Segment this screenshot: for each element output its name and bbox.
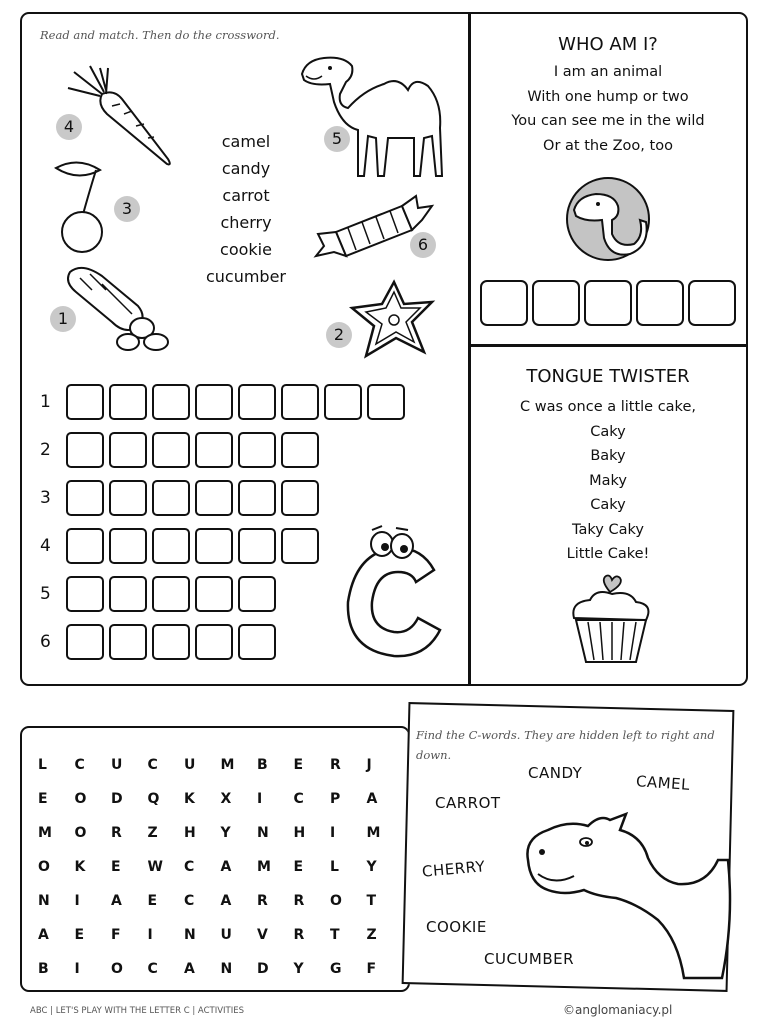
word-search-letter[interactable]: R xyxy=(257,893,268,909)
word-search-letter[interactable]: M xyxy=(38,825,52,841)
camel-circle-picture xyxy=(560,176,656,262)
camel-picture xyxy=(292,46,458,186)
word-cherry: cherry xyxy=(220,213,272,232)
crossword-cell[interactable] xyxy=(195,432,233,468)
crossword-cell[interactable] xyxy=(238,384,276,420)
crossword-cell[interactable] xyxy=(195,384,233,420)
who-am-i-verse xyxy=(476,60,740,158)
word-camel: camel xyxy=(221,132,271,151)
crossword-cell[interactable] xyxy=(109,528,147,564)
twister-line: Caky xyxy=(590,497,626,513)
word-search-letter[interactable]: A xyxy=(220,859,232,875)
crossword-cell[interactable] xyxy=(66,624,104,660)
hidden-word-carrot: CARROT xyxy=(435,794,501,812)
hidden-word-camel: CAMEL xyxy=(635,772,691,794)
word-search-row xyxy=(30,782,395,816)
cookie-number: 2 xyxy=(326,322,352,348)
word-search-row xyxy=(30,884,395,918)
crossword-cell[interactable] xyxy=(109,432,147,468)
crossword-cell[interactable] xyxy=(152,576,190,612)
word-search-letter[interactable]: A xyxy=(111,893,122,909)
word-search-letter[interactable]: D xyxy=(111,791,123,807)
crossword-row-number: 4 xyxy=(40,536,51,556)
word-search-letter[interactable]: U xyxy=(184,757,196,773)
answer-cell[interactable] xyxy=(636,280,684,326)
crossword-row xyxy=(40,574,281,614)
word-search-letter[interactable]: R xyxy=(293,927,305,943)
camel-number: 5 xyxy=(324,126,350,152)
word-search-letter[interactable]: O xyxy=(38,859,50,875)
word-search-letter[interactable]: U xyxy=(220,927,232,943)
word-search-letter[interactable]: A xyxy=(38,927,49,943)
crossword-cell[interactable] xyxy=(109,480,147,516)
word-search-row xyxy=(30,918,395,952)
word-search-letter[interactable]: D xyxy=(257,961,269,977)
horizontal-divider xyxy=(469,344,747,347)
word-search-letter[interactable]: L xyxy=(330,859,339,875)
crossword-cell[interactable] xyxy=(238,624,276,660)
crossword-cell[interactable] xyxy=(109,624,147,660)
twister-line: Taky Caky xyxy=(572,521,644,538)
carrot-picture xyxy=(62,64,177,170)
cherry-number: 3 xyxy=(114,196,140,222)
crossword-cell[interactable] xyxy=(109,576,147,612)
word-search-letter[interactable]: W xyxy=(147,859,163,875)
word-search-letter[interactable]: H xyxy=(184,825,196,841)
word-search-letter[interactable]: Y xyxy=(293,961,304,977)
crossword-cell[interactable] xyxy=(281,384,319,420)
word-candy: candy xyxy=(221,159,271,178)
vertical-divider xyxy=(468,13,471,685)
crossword-row xyxy=(40,430,324,470)
word-search-letter[interactable]: K xyxy=(184,791,195,807)
verse-line: With one hump or two xyxy=(527,88,689,105)
footer-right: ©anglomaniacy.pl xyxy=(563,1003,673,1017)
word-search-letter[interactable]: X xyxy=(220,791,232,807)
word-search-row xyxy=(30,850,395,884)
word-search-letter[interactable]: Z xyxy=(147,825,158,841)
word-search-letter[interactable]: I xyxy=(74,961,80,977)
crossword-cell[interactable] xyxy=(66,384,104,420)
crossword-cell[interactable] xyxy=(66,576,104,612)
verse-line: I am an animal xyxy=(553,64,663,80)
crossword-row xyxy=(40,382,410,422)
crossword-row xyxy=(40,478,324,518)
crossword-cell[interactable] xyxy=(281,480,319,516)
crossword-row xyxy=(40,526,324,566)
candy-number: 6 xyxy=(410,232,436,258)
word-search-letter[interactable]: F xyxy=(111,927,121,943)
camel-head-picture xyxy=(508,800,736,980)
word-search-letter[interactable]: L xyxy=(38,757,47,773)
crossword-cell[interactable] xyxy=(324,384,362,420)
crossword-cell[interactable] xyxy=(238,576,276,612)
word-search-row xyxy=(30,816,395,850)
word-search-letter[interactable]: N xyxy=(257,825,269,841)
crossword-row-number: 3 xyxy=(40,488,51,508)
word-search-letter[interactable]: J xyxy=(366,757,372,773)
word-search-letter[interactable]: B xyxy=(257,757,268,773)
word-search-letter[interactable]: R xyxy=(111,825,122,841)
hidden-word-cherry: CHERRY xyxy=(421,857,486,881)
word-search-letter[interactable]: P xyxy=(330,791,341,807)
crossword-cell[interactable] xyxy=(152,624,190,660)
twister-line: Caky xyxy=(590,423,626,440)
cucumber-number: 1 xyxy=(50,306,76,332)
word-search-letter[interactable]: E xyxy=(293,859,304,875)
word-search-letter[interactable]: E xyxy=(111,859,121,875)
hidden-word-cookie: COOKIE xyxy=(426,918,487,936)
footer-left: ABC | LET'S PLAY WITH THE LETTER C | ACTIVITIES xyxy=(30,1006,244,1016)
word-search-letter[interactable]: U xyxy=(111,757,123,773)
twister-line: Maky xyxy=(589,472,627,489)
word-search-letter[interactable]: I xyxy=(257,791,263,807)
answer-cell[interactable] xyxy=(584,280,632,326)
crossword-cell[interactable] xyxy=(281,432,319,468)
answer-cell[interactable] xyxy=(480,280,528,326)
word-search-letter[interactable]: Y xyxy=(366,859,377,875)
word-search-letter[interactable]: N xyxy=(184,927,196,943)
crossword-cell[interactable] xyxy=(238,528,276,564)
crossword-cell[interactable] xyxy=(109,384,147,420)
word-search-letter[interactable]: F xyxy=(366,961,377,977)
word-search-letter[interactable]: M xyxy=(366,825,381,841)
cupcake-picture xyxy=(562,572,658,668)
word-search-letter[interactable]: M xyxy=(220,757,235,773)
word-search-letter[interactable]: C xyxy=(147,961,158,977)
word-search-letter[interactable]: O xyxy=(330,893,342,909)
crossword-cell[interactable] xyxy=(238,480,276,516)
word-search-letter[interactable]: E xyxy=(38,791,48,807)
word-search-letter[interactable]: C xyxy=(74,757,85,773)
crossword-cell[interactable] xyxy=(66,432,104,468)
word-search-grid xyxy=(30,748,395,986)
word-search-letter[interactable]: Z xyxy=(366,927,377,943)
word-search-letter[interactable]: N xyxy=(38,893,50,909)
crossword-cell[interactable] xyxy=(152,528,190,564)
word-search-letter[interactable]: C xyxy=(293,791,304,807)
word-search-row xyxy=(30,952,395,986)
word-search-letter[interactable]: H xyxy=(293,825,306,841)
word-search-letter[interactable]: V xyxy=(257,927,268,943)
word-search-letter[interactable]: A xyxy=(184,961,195,977)
word-cucumber: cucumber xyxy=(205,267,287,286)
crossword-cell[interactable] xyxy=(195,480,233,516)
twister-line: Little Cake! xyxy=(566,546,650,562)
word-search-letter[interactable]: N xyxy=(220,961,233,977)
hidden-word-candy: CANDY xyxy=(528,764,583,782)
word-search-letter[interactable]: I xyxy=(147,927,153,943)
word-search-letter[interactable]: A xyxy=(220,893,232,909)
crossword-cell[interactable] xyxy=(152,384,190,420)
twister-line: Baky xyxy=(590,448,626,464)
word-search-letter[interactable]: R xyxy=(330,757,341,773)
word-search-letter[interactable]: Q xyxy=(147,791,160,807)
word-search-letter[interactable]: O xyxy=(111,961,123,977)
word-cookie: cookie xyxy=(220,240,272,259)
crossword-row-number: 1 xyxy=(40,392,51,412)
word-list xyxy=(196,128,296,290)
word-search-letter[interactable]: E xyxy=(293,757,304,773)
tongue-twister-verse xyxy=(476,395,740,567)
crossword-row xyxy=(40,622,281,662)
word-search-letter[interactable]: R xyxy=(293,893,305,909)
letter-c-mascot xyxy=(334,518,452,668)
word-search-letter[interactable]: K xyxy=(74,859,86,875)
word-search-letter[interactable]: T xyxy=(330,927,340,943)
word-search-letter[interactable]: M xyxy=(257,859,271,875)
crossword-cell[interactable] xyxy=(281,528,319,564)
word-carrot: carrot xyxy=(222,186,270,205)
cucumber-picture xyxy=(62,262,177,357)
hidden-words-instruction: Find the C-words. They are hidden left to right and down. xyxy=(416,728,715,762)
word-search-letter[interactable]: C xyxy=(147,757,158,773)
crossword-row-number: 6 xyxy=(40,632,51,652)
word-search-letter[interactable]: E xyxy=(147,893,158,909)
crossword-cell[interactable] xyxy=(195,624,233,660)
word-search-letter[interactable]: C xyxy=(184,859,195,875)
crossword-row-number: 5 xyxy=(40,584,51,604)
crossword-cell[interactable] xyxy=(367,384,405,420)
crossword-cell[interactable] xyxy=(195,576,233,612)
word-search-letter[interactable]: I xyxy=(330,825,336,841)
word-search-letter[interactable]: O xyxy=(74,791,87,807)
word-search-letter[interactable]: B xyxy=(38,961,49,977)
hidden-word-cucumber: CUCUMBER xyxy=(484,950,575,968)
crossword-cell[interactable] xyxy=(66,528,104,564)
answer-cell[interactable] xyxy=(688,280,736,326)
answer-cell[interactable] xyxy=(532,280,580,326)
crossword-cell[interactable] xyxy=(66,480,104,516)
crossword-cell[interactable] xyxy=(238,432,276,468)
word-search-letter[interactable]: A xyxy=(366,791,378,807)
word-search-letter[interactable]: E xyxy=(74,927,85,943)
match-instruction: Read and match. Then do the crossword. xyxy=(40,28,280,42)
crossword-cell[interactable] xyxy=(152,480,190,516)
word-search-letter[interactable]: C xyxy=(184,893,195,909)
carrot-number: 4 xyxy=(56,114,82,140)
word-search-letter[interactable]: T xyxy=(366,893,377,909)
tongue-twister-title: TONGUE TWISTER xyxy=(526,366,690,387)
word-search-letter[interactable]: O xyxy=(74,825,87,841)
twister-line: C was once a little cake, xyxy=(520,399,696,415)
who-am-i-title: WHO AM I? xyxy=(558,34,658,55)
word-search-letter[interactable]: I xyxy=(74,893,80,909)
word-search-letter[interactable]: Y xyxy=(220,825,231,841)
verse-line: Or at the Zoo, too xyxy=(543,137,673,154)
word-search-letter[interactable]: G xyxy=(330,961,342,977)
cookie-picture xyxy=(346,278,442,364)
crossword-cell[interactable] xyxy=(195,528,233,564)
crossword-row-number: 2 xyxy=(40,440,51,460)
crossword-cell[interactable] xyxy=(152,432,190,468)
verse-line: You can see me in the wild xyxy=(511,113,705,129)
word-search-row xyxy=(30,748,395,782)
